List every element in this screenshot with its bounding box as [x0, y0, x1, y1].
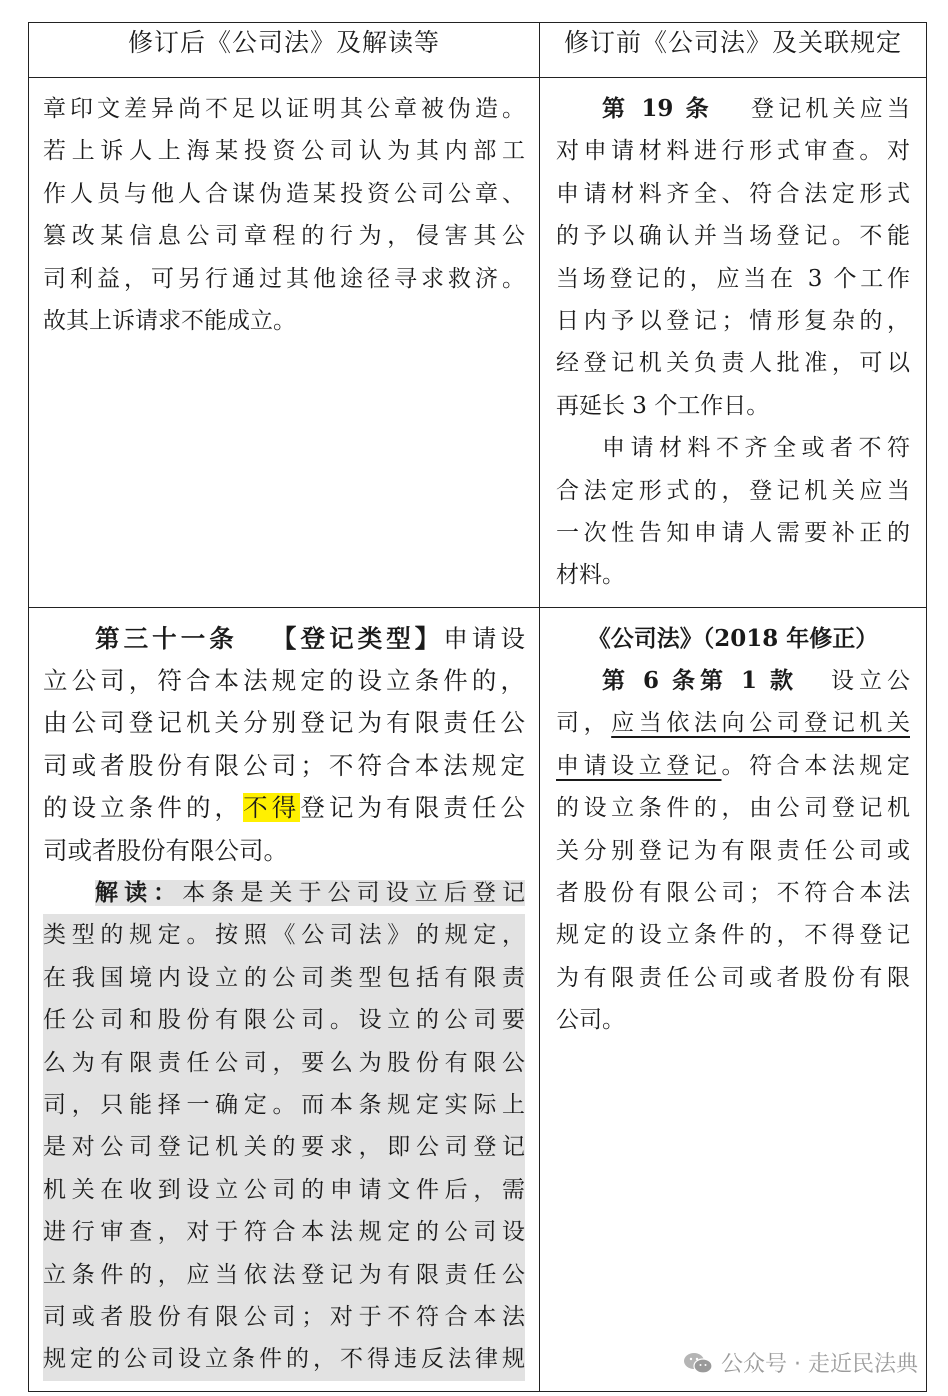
- article-title: 第三十一条: [95, 623, 238, 653]
- text-line: 章印文差异尚不足以证明其公章被伪造。: [43, 96, 525, 122]
- text-line: 对申请材料进行形式审查。对: [556, 138, 910, 165]
- underlined-text: 申请设立登记: [556, 752, 722, 779]
- text-line: 关分别登记为有限责任公司或: [556, 837, 910, 864]
- text-line: 立条件的，应当依法登记为有限责任公: [43, 1254, 525, 1296]
- text-line: [556, 745, 910, 787]
- article-text: 设立公: [826, 668, 910, 695]
- article-number: 第 19 条: [602, 95, 713, 122]
- text-line: 是对公司登记机关的要求，即公司登记: [43, 1126, 525, 1168]
- text-line: 司或者股份有限公司；不符合本法规定: [43, 750, 525, 780]
- article-tag: 【登记类型】: [267, 623, 444, 653]
- text-line: [556, 88, 910, 130]
- wechat-icon: [683, 1351, 713, 1375]
- article-text: 申请设: [443, 623, 525, 653]
- text-line: 由公司登记机关分别登记为有限责任公: [43, 708, 525, 738]
- text-line: 篡改某信息公司章程的行为，侵害其公: [43, 223, 525, 250]
- text-line: 司或者股份有限公司；对于不符合本法: [43, 1296, 525, 1338]
- comparison-table: [28, 22, 927, 1392]
- text-line: 司，只能择一确定。而本条规定实际上: [43, 1084, 525, 1126]
- underlined-text: 应当依法向公司登记机关: [611, 710, 910, 737]
- interpretation-block: [43, 872, 525, 1381]
- text-line: 进行审查，对于符合本法规定的公司设: [43, 1211, 525, 1253]
- text-line: 司利益，可另行通过其他途径寻求救济。: [43, 265, 525, 292]
- text-line: 日内予以登记；情形复杂的，: [556, 307, 910, 334]
- cell-left: [29, 78, 540, 608]
- article-text: 的设立条件的，: [43, 793, 244, 823]
- text-line: 类型的规定。按照《公司法》的规定，: [43, 914, 525, 956]
- article-text: 司，: [556, 710, 612, 737]
- cell-right: [540, 78, 927, 608]
- text-line: 申请材料不齐全或者不符: [602, 435, 910, 462]
- law-title: 《公司法》（2018 年修正）: [587, 624, 879, 652]
- cell-right: [540, 607, 927, 1391]
- text-line: [43, 618, 525, 660]
- text-line: 一次性告知申请人需要补正的: [556, 519, 910, 546]
- table-row: [29, 78, 927, 608]
- text-line: 若上诉人上海某投资公司认为其内部工: [43, 138, 525, 165]
- text-line: 作人员与他人合谋伪造某投资公司公章、: [43, 180, 525, 207]
- text-line: 规定的公司设立条件的，不得违反法律规: [43, 1338, 525, 1380]
- text-line: [556, 660, 910, 702]
- table-row: [29, 607, 927, 1391]
- text-line: 么为有限责任公司，要么为股份有限公: [43, 1042, 525, 1084]
- text-line: 任公司和股份有限公司。设立的公司要: [43, 999, 525, 1041]
- text-line: 的设立条件的，由公司登记机: [556, 795, 910, 822]
- text-line: 在我国境内设立的公司类型包括有限责: [43, 957, 525, 999]
- text-line: 为有限责任公司或者股份有限: [556, 964, 910, 991]
- watermark: [683, 1347, 918, 1378]
- text-line: 的予以确认并当场登记。不能: [556, 223, 910, 250]
- highlighted-text: 不得: [243, 793, 301, 823]
- text-line: 故其上诉请求不能成立。: [43, 307, 296, 334]
- text-line: [556, 702, 910, 744]
- text-line: 立公司，符合本法规定的设立条件的，: [43, 666, 525, 696]
- text-line: 经登记机关负责人批准，可以: [556, 350, 910, 377]
- text-line: 机关在收到设立公司的申请文件后，需: [43, 1169, 525, 1211]
- text-line: 申请材料齐全、符合法定形式: [556, 180, 910, 207]
- text-line: 当场登记的，应当在 3 个工作: [556, 265, 910, 292]
- text-line: [43, 787, 525, 829]
- table-header-row: [29, 23, 927, 78]
- text-line: 者股份有限公司；不符合本法: [556, 880, 910, 907]
- article-text: 。符合本法规定: [721, 752, 910, 779]
- text-line: 公司。: [556, 1007, 625, 1034]
- article-text: 登记为有限责任公: [300, 793, 525, 823]
- text-line: 合法定形式的，登记机关应当: [556, 477, 910, 504]
- cell-left: [29, 607, 540, 1391]
- watermark-text: 公众号 · 走近民法典: [721, 1352, 918, 1377]
- interpretation-text: 本条是关于公司设立后登记: [182, 880, 525, 907]
- article-text: 登记机关应当: [746, 96, 910, 122]
- text-line: [43, 872, 525, 914]
- header-right: 修订前《公司法》及关联规定: [540, 23, 927, 78]
- text-line: 规定的设立条件的，不得登记: [556, 922, 910, 949]
- text-line: 司或者股份有限公司。: [43, 835, 288, 865]
- interpretation-label: 解读：: [95, 879, 183, 907]
- header-left: 修订后《公司法》及解读等: [29, 23, 540, 78]
- text-line: 材料。: [556, 562, 625, 589]
- text-line: 再延长 3 个工作日。: [556, 392, 770, 419]
- article-number: 第 6 条第 1 款: [602, 667, 799, 695]
